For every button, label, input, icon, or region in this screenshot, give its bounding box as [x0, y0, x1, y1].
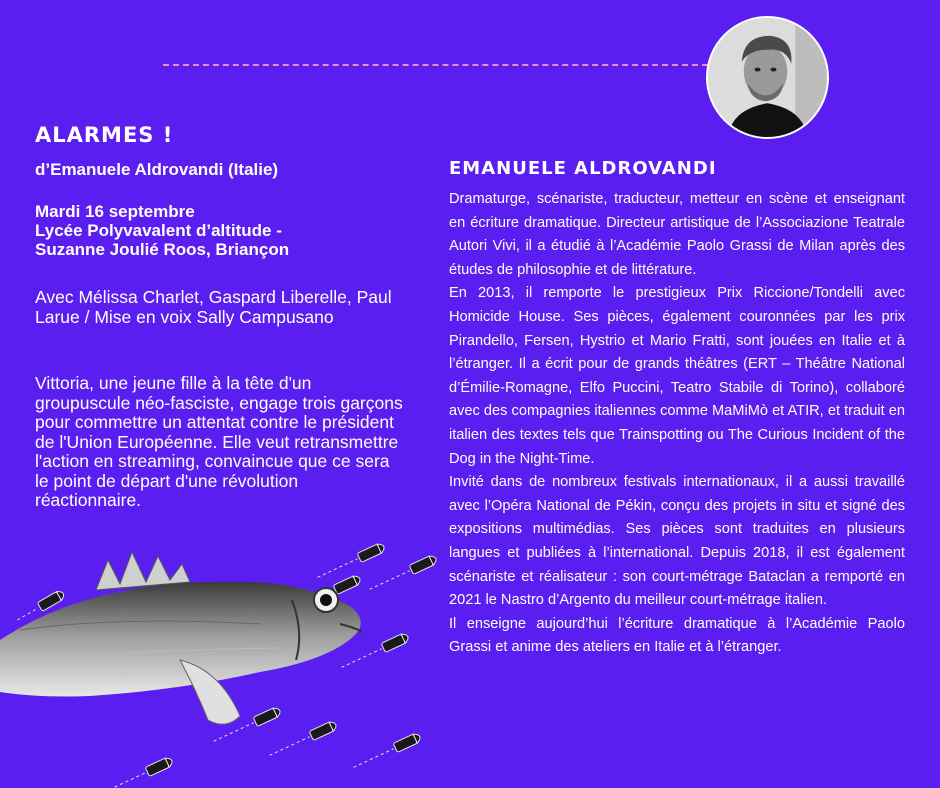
author-portrait: [706, 16, 829, 139]
bio-paragraph-4: Il enseigne aujourd’hui l’écriture dramatique à l’Académie Paolo Grassi et anime des ateliers en Italie et à l’étranger.: [449, 615, 905, 656]
fish-illustration-icon: [0, 520, 460, 788]
show-venue-line1: Lycée Polyvavalent d’altitude -: [35, 221, 282, 240]
show-cast: Avec Mélissa Charlet, Gaspard Liberelle, Paul Larue / Mise en voix Sally Campusano: [35, 287, 392, 327]
show-author: d’Emanuele Aldrovandi (Italie): [35, 160, 279, 179]
show-synopsis: Vittoria, une jeune fille à la tête d'un groupuscule néo-fasciste, engage trois garçons pour commettre un attentat contre le président de l'Union Européenne. Elle veut retransmettre l'action en streaming, convaincue que ce sera le point de départ d'une révolution réactionnaire.: [35, 373, 403, 510]
decorative-dashed-line: [163, 64, 708, 66]
show-venue-line2: Suzanne Joulié Roos, Briançon: [35, 240, 290, 259]
fish-body: [0, 552, 362, 724]
bio-paragraph-2: En 2013, il remporte le prestigieux Prix Riccione/Tondelli avec Homicide House. Ses pièces, également couronnées par les prix Pirandello, Fersen, Hystrio et Mario Fratti, sont jouées en Italie et à l’étranger. Il a écrit pour de grands théâtres (ERT – Théâtre National d’Émilie-Romagne, Elfo Puccini, Teatro Stabile di Torino), collaboré avec des compagnies italiennes comme MaMiMò et ATIR, et traduit en italien des textes tels que Trainspotting ou The Curious Incident of the Dog in the Night-Time.: [449, 285, 905, 467]
show-date: Mardi 16 septembre: [35, 202, 195, 221]
bio-paragraph-1: Dramaturge, scénariste, traducteur, metteur en scène et enseignant en écriture dramatique. Directeur artistique de l’Associazione Teatrale Autori Vivi, il a étudié à l’Académie Paolo Grassi de Milan après des études de philosophie et de littérature.: [449, 191, 905, 278]
bio-name: EMANUELE ALDROVANDI: [449, 158, 717, 179]
bio-paragraph-3: Invité dans de nombreux festivals internationaux, il a aussi travaillé avec l’Opéra National de Pékin, conçu des projets in situ et signé des expositions multimédias. Ses pièces sont traduites en plusieurs langues et publiées à l’international. Depuis 2018, il est également scénariste et réalisateur : son court-métrage Bataclan a remporté en 2021 le Nastro d’Argento du meilleur court-métrage italien.: [449, 474, 905, 609]
bio-text: [449, 188, 905, 660]
portrait-photo-icon: [708, 18, 827, 137]
show-title: ALARMES !: [35, 123, 174, 147]
show-date-venue: [35, 202, 405, 259]
